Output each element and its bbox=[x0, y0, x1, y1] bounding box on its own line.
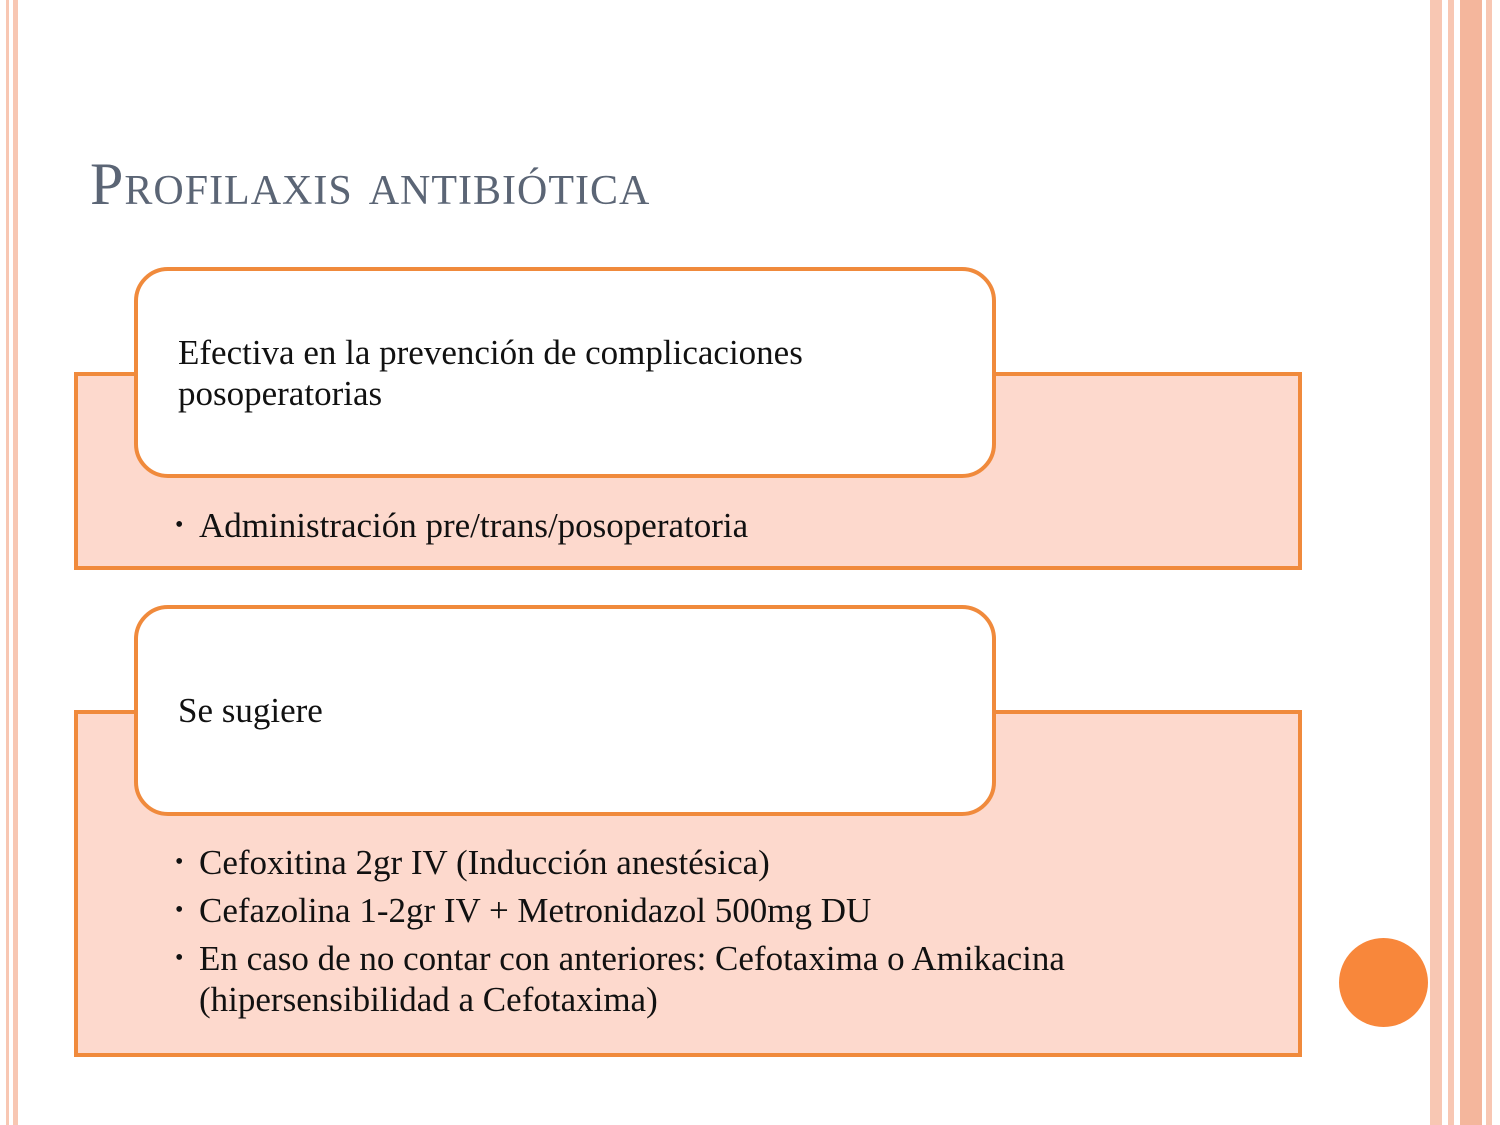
right-border-stripes bbox=[1430, 0, 1500, 1125]
group-1-header-text: Efectiva en la prevención de complicaciones posoperatorias bbox=[178, 332, 803, 413]
slide-title: Profilaxis antibiótica bbox=[90, 151, 651, 217]
list-item: • Administración pre/trans/posoperatoria bbox=[175, 505, 1275, 546]
list-item: • Cefazolina 1-2gr IV + Metronidazol 500mg DU bbox=[175, 890, 1075, 931]
group-2-header-text: Se sugiere bbox=[178, 691, 323, 730]
group-1-bullet-list bbox=[175, 505, 1275, 553]
decorative-circle bbox=[1339, 938, 1428, 1027]
list-item: • Cefoxitina 2gr IV (Inducción anestésica) bbox=[175, 842, 1075, 883]
group-2-bullet-list bbox=[175, 842, 1075, 1027]
left-border-inner-line bbox=[9, 0, 13, 1125]
group-1-header-card bbox=[134, 267, 996, 478]
list-item: • En caso de no contar con anteriores: Cefotaxima o Amikacina (hipersensibilidad a Cefotaxima) bbox=[175, 938, 1075, 1020]
group-2-header-card bbox=[134, 605, 996, 816]
